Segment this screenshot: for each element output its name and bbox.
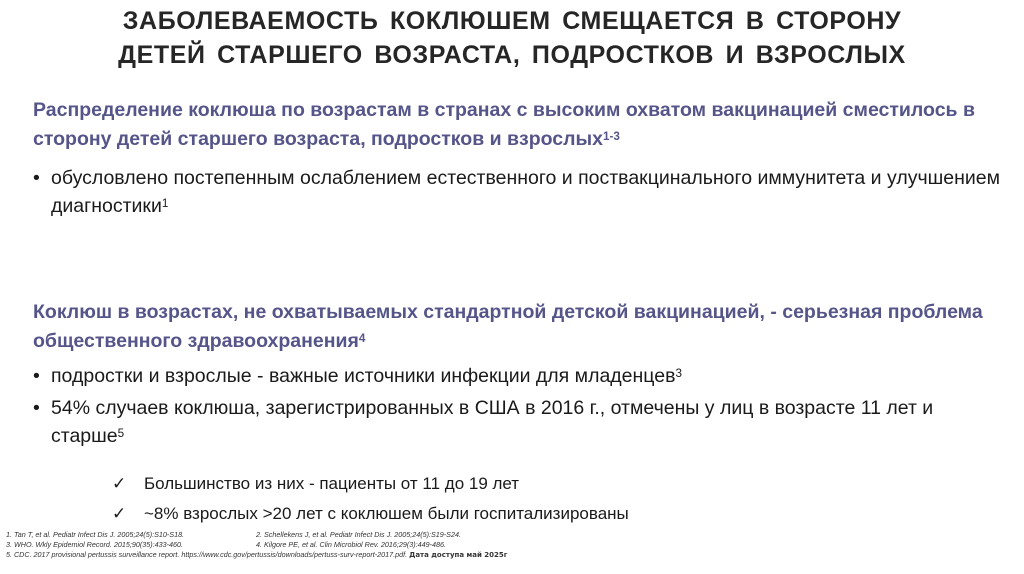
section-2-bullet-1: • подростки и взрослые - важные источники инфекции для младенцев$^3$ (33, 362, 1004, 390)
section-2 (33, 298, 1004, 450)
check-icon: ✓ (112, 474, 127, 493)
ref-4: 4. Kilgore PE, et al. Clin Microbiol Rev. 2016;29(3):449-486. (256, 540, 447, 549)
section-2-bullet-2: • 54% случаев коклюша, зарегистрированных в США в 2016 г., отмечены у лиц в возрасте 11 лет и старше$^5$ (33, 394, 1004, 450)
section-1-heading: Распределение коклюша по возрастам в странах с высоким охватом вакцинацией сместилось в сторону детей старшего возраста, подростков и взрослых$^{1-3}$ (33, 99, 975, 150)
section-2-heading: Коклюш в возрастах, не охватываемых стандартной детской вакцинацией, - серьезная проблема общественного здравоохранения$^4$ (33, 301, 983, 352)
bullet-dot: • (33, 365, 40, 387)
title-line-2: ДЕТЕЙ СТАРШЕГО ВОЗРАСТА, ПОДРОСТКОВ И ВЗРОСЛЫХ (118, 41, 906, 69)
section-1-bullet-1: • обусловлено постепенным ослаблением естественного и поствакцинального иммунитета и улучшением диагностики$^1$ (33, 164, 1004, 220)
bullet-dot: • (33, 397, 40, 419)
slide-title (0, 4, 1024, 72)
title-line-1: ЗАБОЛЕВАЕМОСТЬ КОКЛЮШЕМ СМЕЩАЕТСЯ В СТОРОНУ (122, 7, 902, 35)
section-2-heading-ref: 4 (358, 331, 366, 345)
check-item-2: ✓ ~8% взрослых >20 лет с коклюшем были госпитализированы (112, 502, 1004, 526)
ref-5: 5. CDC. 2017 provisional pertussis surveillance report. https://www.cdc.gov/pertussis/downloads/pertuss-surv-report-2017.pdf. (6, 550, 408, 559)
references (6, 530, 1006, 560)
ref-5-access-date: Дата доступа май 2025г (409, 551, 508, 559)
check-item-1: ✓ Большинство из них - пациенты от 11 до 19 лет (112, 472, 1004, 496)
check-icon: ✓ (112, 504, 127, 523)
section-1-heading-ref: 1-3 (603, 129, 620, 143)
section-1 (33, 96, 1004, 220)
bullet-dot: • (33, 167, 40, 189)
ref-3: 3. WHO. Wkly Epidemiol Record. 2015;90(35):433-460. (6, 540, 183, 549)
ref-1: 1. Tan T, et al. Pediatr Infect Dis J. 2005;24(5):S10-S18. (6, 530, 185, 539)
ref-2: 2. Schellekens J, et al. Pediatr Infect Dis J. 2005;24(5):S19-S24. (256, 530, 461, 539)
